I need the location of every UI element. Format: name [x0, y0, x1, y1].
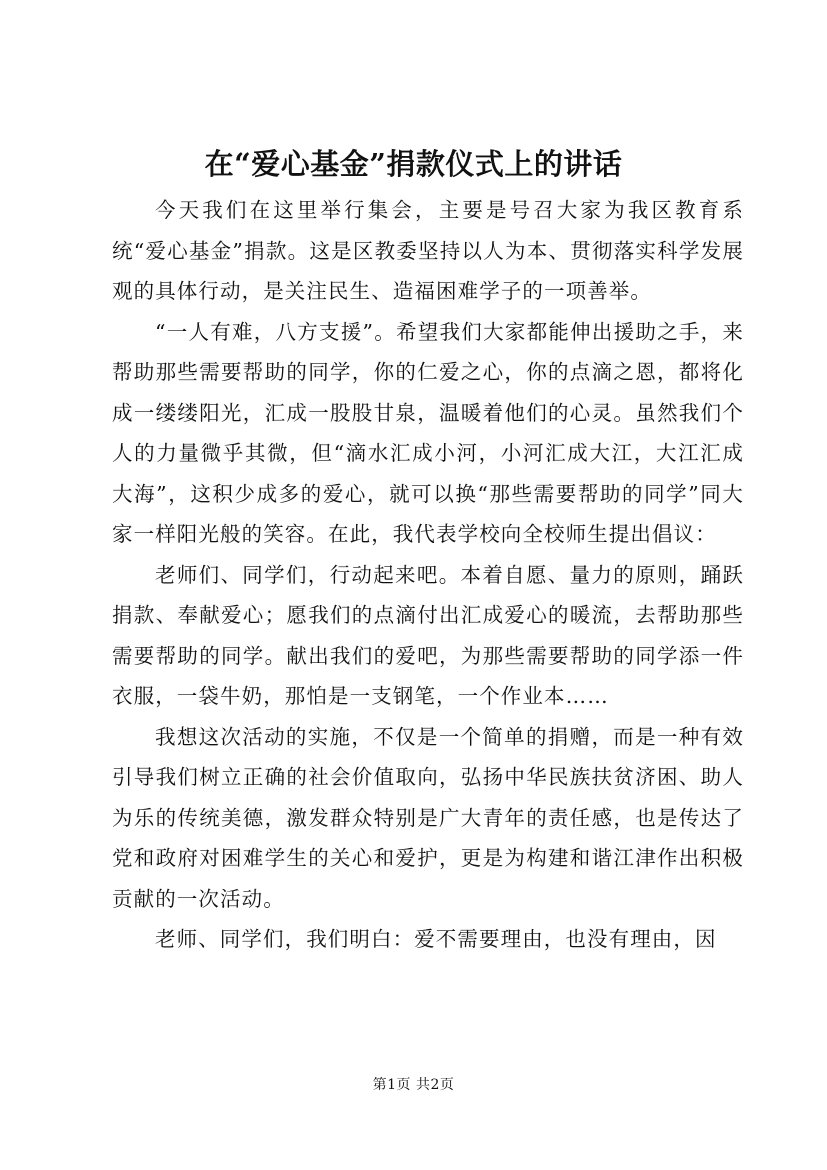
- paragraph-3: 老师们、同学们，行动起来吧。本着自愿、量力的原则，踊跃捐款、奉献爱心；愿我们的点滴付出汇成爱心的暖流，去帮助那些需要帮助的同学。献出我们的爱吧，为那些需要帮助的同学添一件衣服，一袋牛奶，那怕是一支钢笔，一个作业本……: [112, 562, 744, 708]
- document-body: [112, 190, 744, 960]
- page-footer: 第1页 共2页: [372, 1077, 455, 1093]
- paragraph-4: 我想这次活动的实施，不仅是一个简单的捐赠，而是一种有效引导我们树立正确的社会价值取向，弘扬中华民族扶贫济困、助人为乐的传统美德，激发群众特别是广大青年的责任感，也是传达了党和政府对困难学生的关心和爱护，更是为构建和谐江津作出积极贡献的一次活动。: [112, 724, 744, 911]
- paragraph-1: 今天我们在这里举行集会，主要是号召大家为我区教育系统“爱心基金”捐款。这是区教委坚持以人为本、贯彻落实科学发展观的具体行动，是关注民生、造福困难学子的一项善举。: [112, 198, 744, 303]
- document-title: 在“爱心基金”捐款仪式上的讲话: [204, 147, 623, 181]
- paragraph-5: 老师、同学们，我们明白：爱不需要理由，也没有理由，因: [155, 927, 717, 951]
- paragraph-2: “一人有难，八方支援”。希望我们大家都能伸出援助之手，来帮助那些需要帮助的同学，你的仁爱之心，你的点滴之恩，都将化成一缕缕阳光，汇成一股股甘泉，温暖着他们的心灵。虽然我们个人的力量微乎其微，但“滴水汇成小河，小河汇成大江，大江汇成大海”，这积少成多的爱心，就可以换“那些需要帮助的同学”同大家一样阳光般的笑容。在此，我代表学校向全校师生提出倡议：: [112, 319, 744, 546]
